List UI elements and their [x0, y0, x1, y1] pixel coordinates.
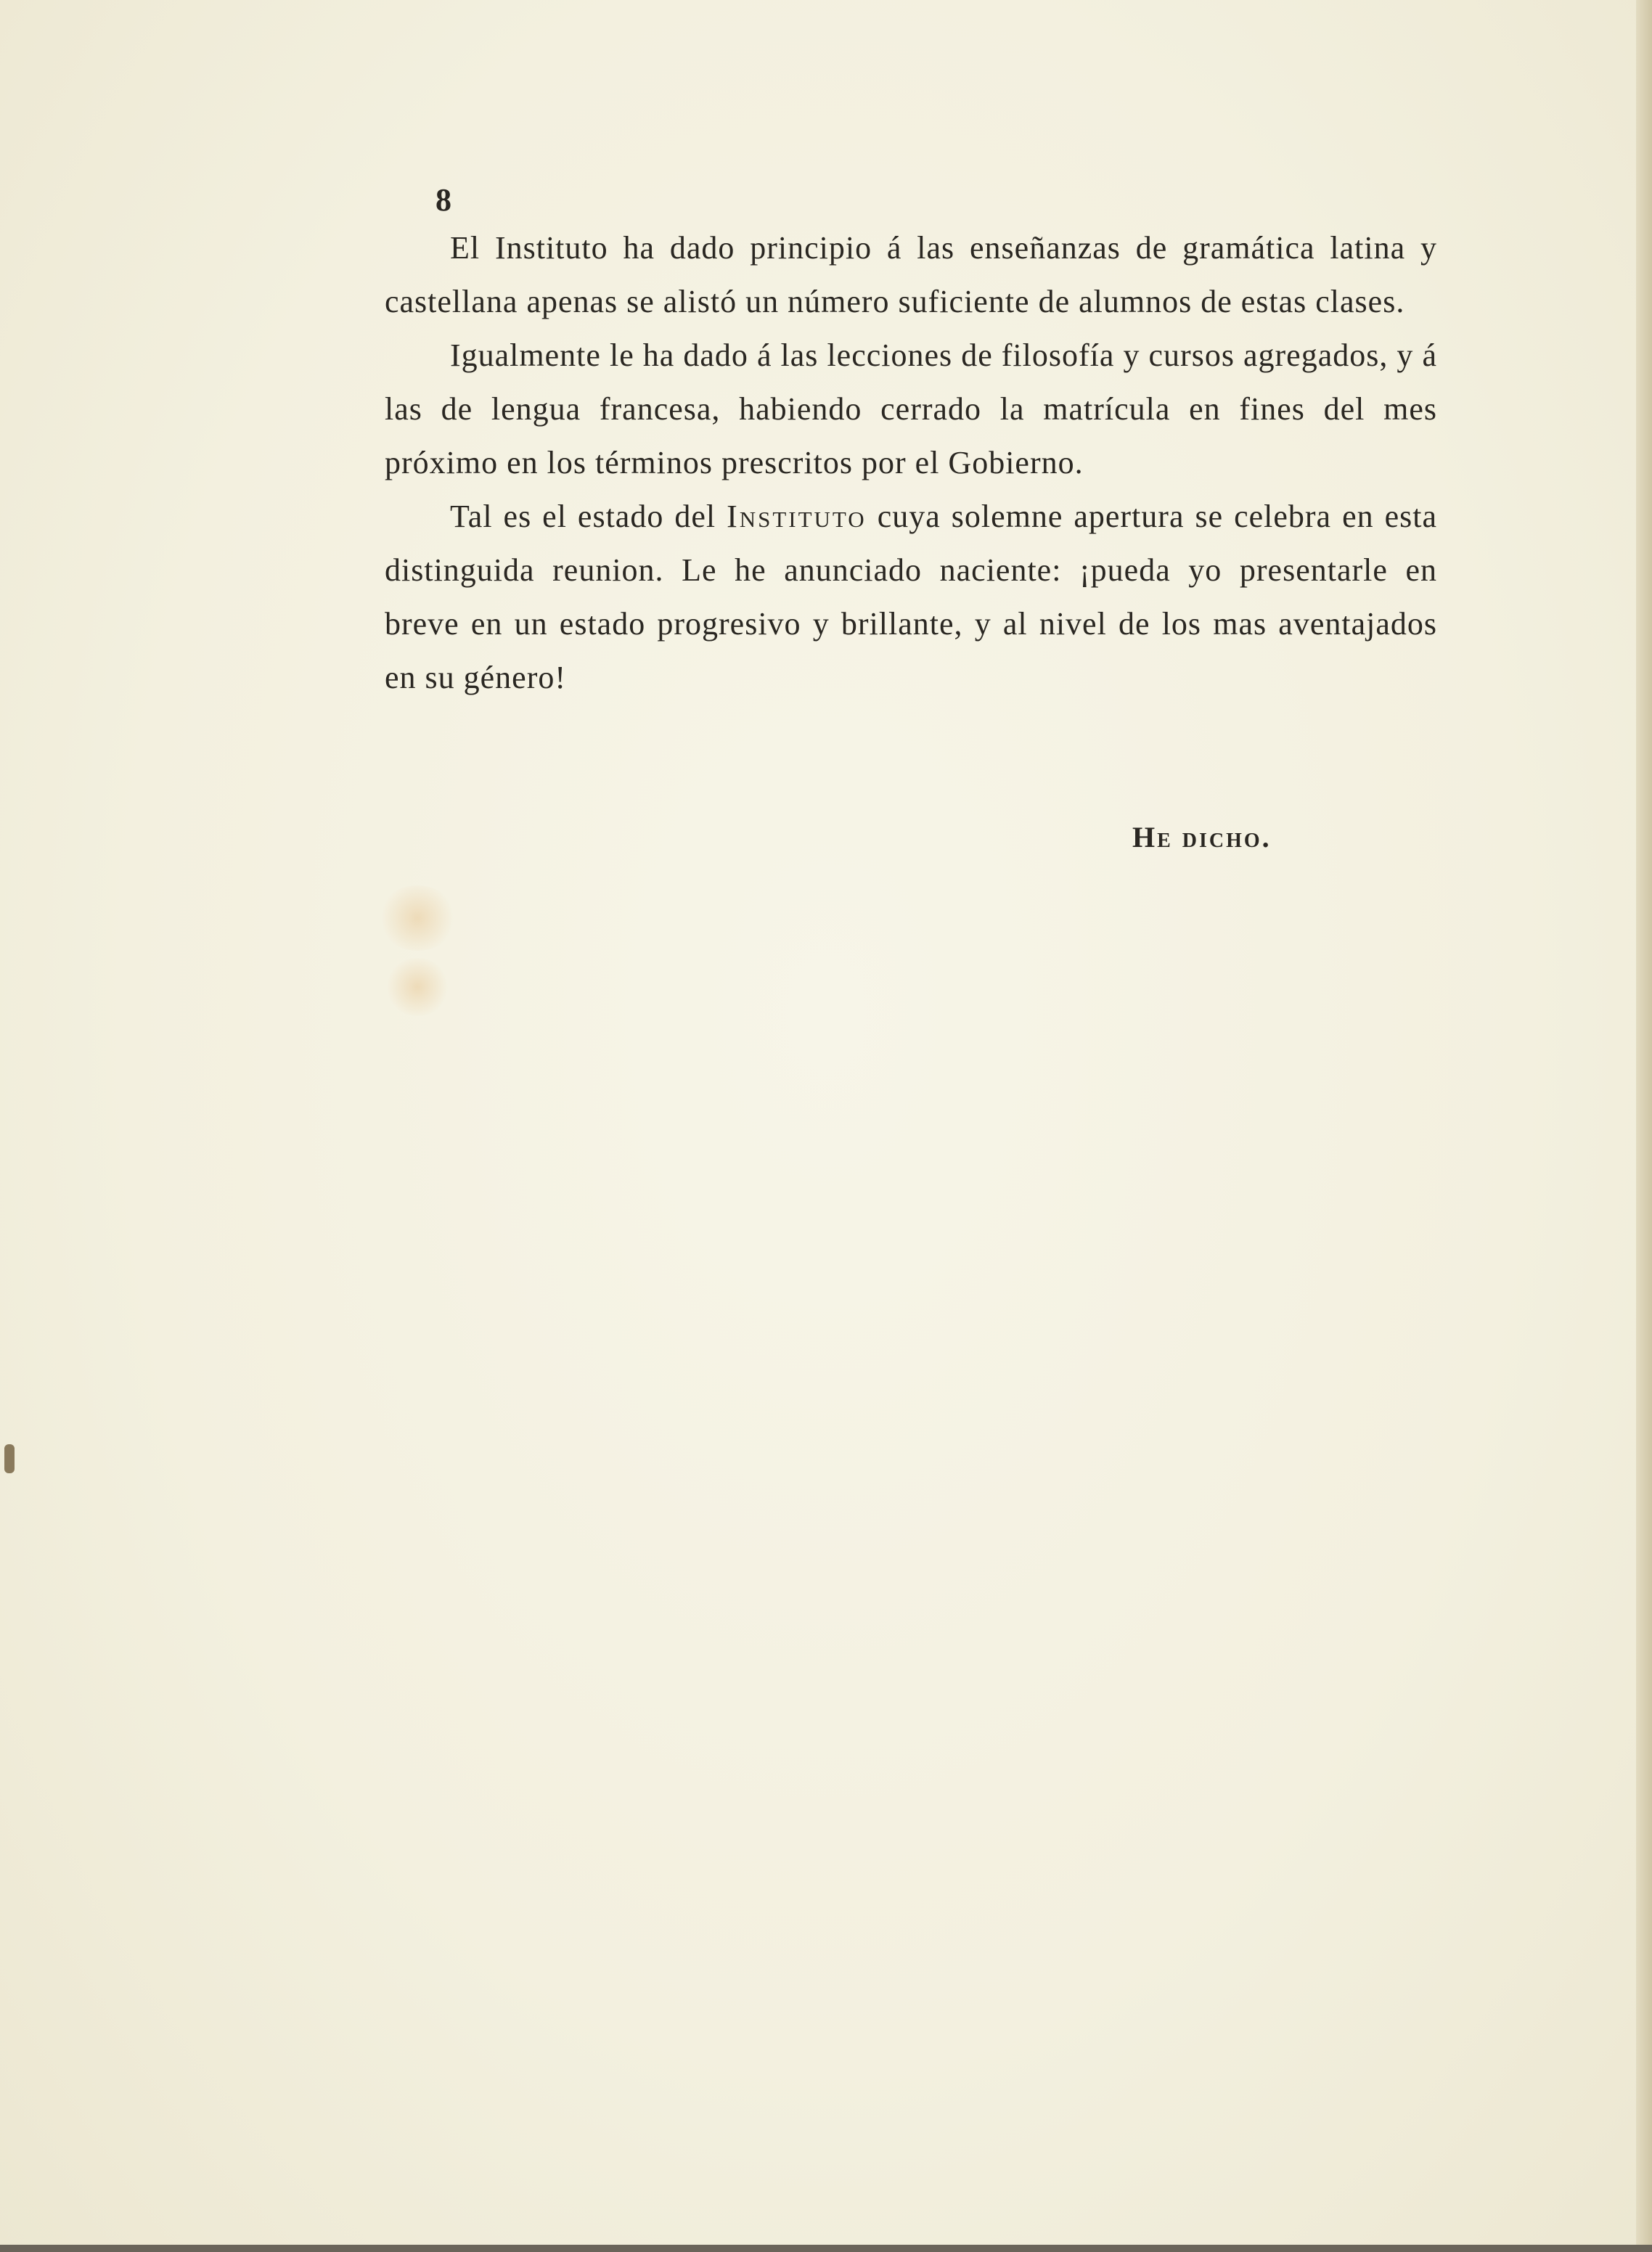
margin-mark — [4, 1444, 15, 1473]
page-edge-right — [1636, 0, 1652, 2252]
body-text — [385, 221, 1437, 705]
conclusion-text-after: cuya solemne apertura se celebra en esta distinguida reunion. Le he anunciado naciente: ¡pueda yo presentarle en breve en un estado progresivo y brillante, y al nivel de los mas aventajados en su género! — [385, 499, 1438, 695]
page-number: 8 — [436, 182, 451, 218]
conclusion-text-before: Tal es el estado del — [450, 499, 727, 534]
closing-signature: He dicho. — [1132, 821, 1272, 853]
bleed-through-text — [385, 849, 1444, 895]
paragraph-grammar: El Instituto ha dado principio á las enseñanzas de gramática latina y castellana apenas se alistó un número suficiente de alumnos de estas clases. — [385, 230, 1437, 319]
page-edge-bottom — [0, 2245, 1652, 2252]
paper-stain — [385, 958, 450, 1016]
paper-stain — [377, 885, 457, 951]
paragraph-philosophy: Igualmente le ha dado á las lecciones de filosofía y cursos agregados, y á las de lengua francesa, habiendo cerrado la matrícula en fines del mes próximo en los términos prescritos por el Gobierno. — [385, 337, 1437, 480]
institute-name: Instituto — [727, 499, 867, 534]
paragraph-conclusion — [385, 490, 1437, 705]
bleed-through-line — [385, 849, 1444, 895]
